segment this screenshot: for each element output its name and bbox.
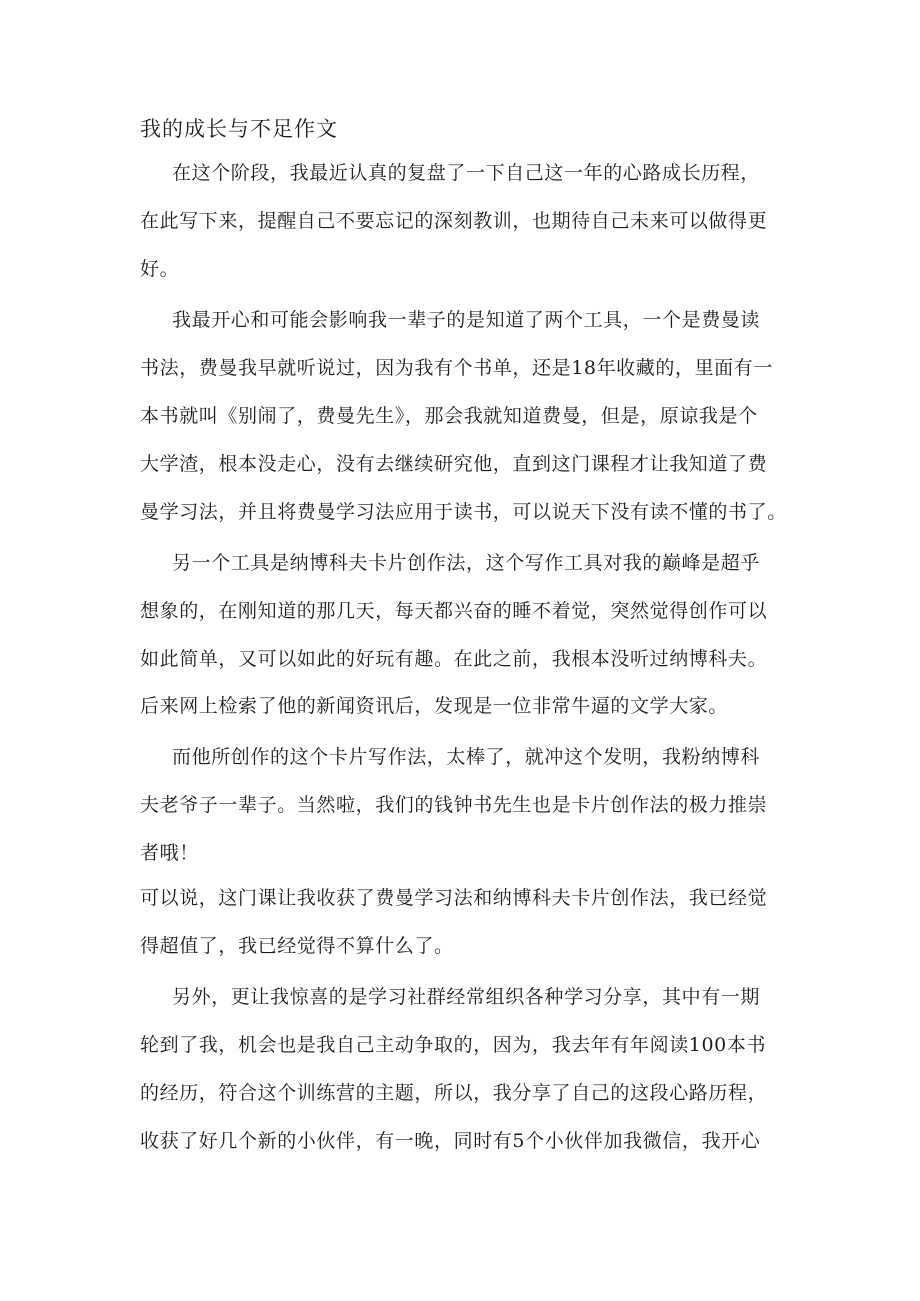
- paragraph-line: 轮到了我，机会也是我自己主动争取的，因为，我去年有年阅读100本书: [140, 1034, 767, 1056]
- paragraph-line: 可以说，这门课让我收获了费曼学习法和纳博科夫卡片创作法，我已经觉: [140, 887, 768, 909]
- paragraph-line: 大学渣，根本没走心，没有去继续研究他，直到这门课程才让我知道了费: [140, 453, 768, 475]
- paragraph-line: 如此简单，又可以如此的好玩有趣。在此之前，我根本没听过纳博科夫。: [140, 648, 768, 670]
- paragraph-line: 书法，费曼我早就听说过，因为我有个书单，还是18年收藏的，里面有一: [140, 357, 773, 379]
- paragraph-line: 后来网上检索了他的新闻资讯后，发现是一位非常牛逼的文学大家。: [140, 695, 729, 717]
- paragraph-line: 好。: [140, 258, 180, 280]
- paragraph-line: 的经历，符合这个训练营的主题，所以，我分享了自己的这段心路历程，: [140, 1082, 768, 1104]
- paragraph-line: 本书就叫《别闹了，费曼先生》，那会我就知道费曼，但是，原谅我是个: [140, 405, 758, 427]
- paragraph-line: 而他所创作的这个卡片写作法，太棒了，就冲这个发明，我粉纳博科: [172, 746, 761, 768]
- paragraph-line: 在此写下来，提醒自己不要忘记的深刻教训，也期待自己未来可以做得更: [140, 210, 768, 232]
- paragraph-line: 夫老爷子一辈子。当然啦，我们的钱钟书先生也是卡片创作法的极力推崇: [140, 794, 768, 816]
- paragraph-line: 我最开心和可能会影响我一辈子的是知道了两个工具，一个是费曼读: [172, 309, 761, 331]
- paragraph-line: 者哦！: [140, 842, 199, 864]
- document-title: 我的成长与不足作文: [140, 117, 338, 141]
- paragraph-line: 另外，更让我惊喜的是学习社群经常组织各种学习分享，其中有一期: [172, 986, 761, 1008]
- paragraph-line: 另一个工具是纳博科夫卡片创作法，这个写作工具对我的巅峰是超乎: [172, 552, 761, 574]
- paragraph-line: 在这个阶段，我最近认真的复盘了一下自己这一年的心路成长历程，: [172, 162, 761, 184]
- paragraph-line: 曼学习法，并且将费曼学习法应用于读书，可以说天下没有读不懂的书了。: [140, 501, 787, 523]
- paragraph-line: 得超值了，我已经觉得不算什么了。: [140, 935, 454, 957]
- paragraph-line: 收获了好几个新的小伙伴，有一晚，同时有5个小伙伴加我微信，我开心: [140, 1130, 761, 1152]
- paragraph-line: 想象的，在刚知道的那几天，每天都兴奋的睡不着觉，突然觉得创作可以: [140, 600, 768, 622]
